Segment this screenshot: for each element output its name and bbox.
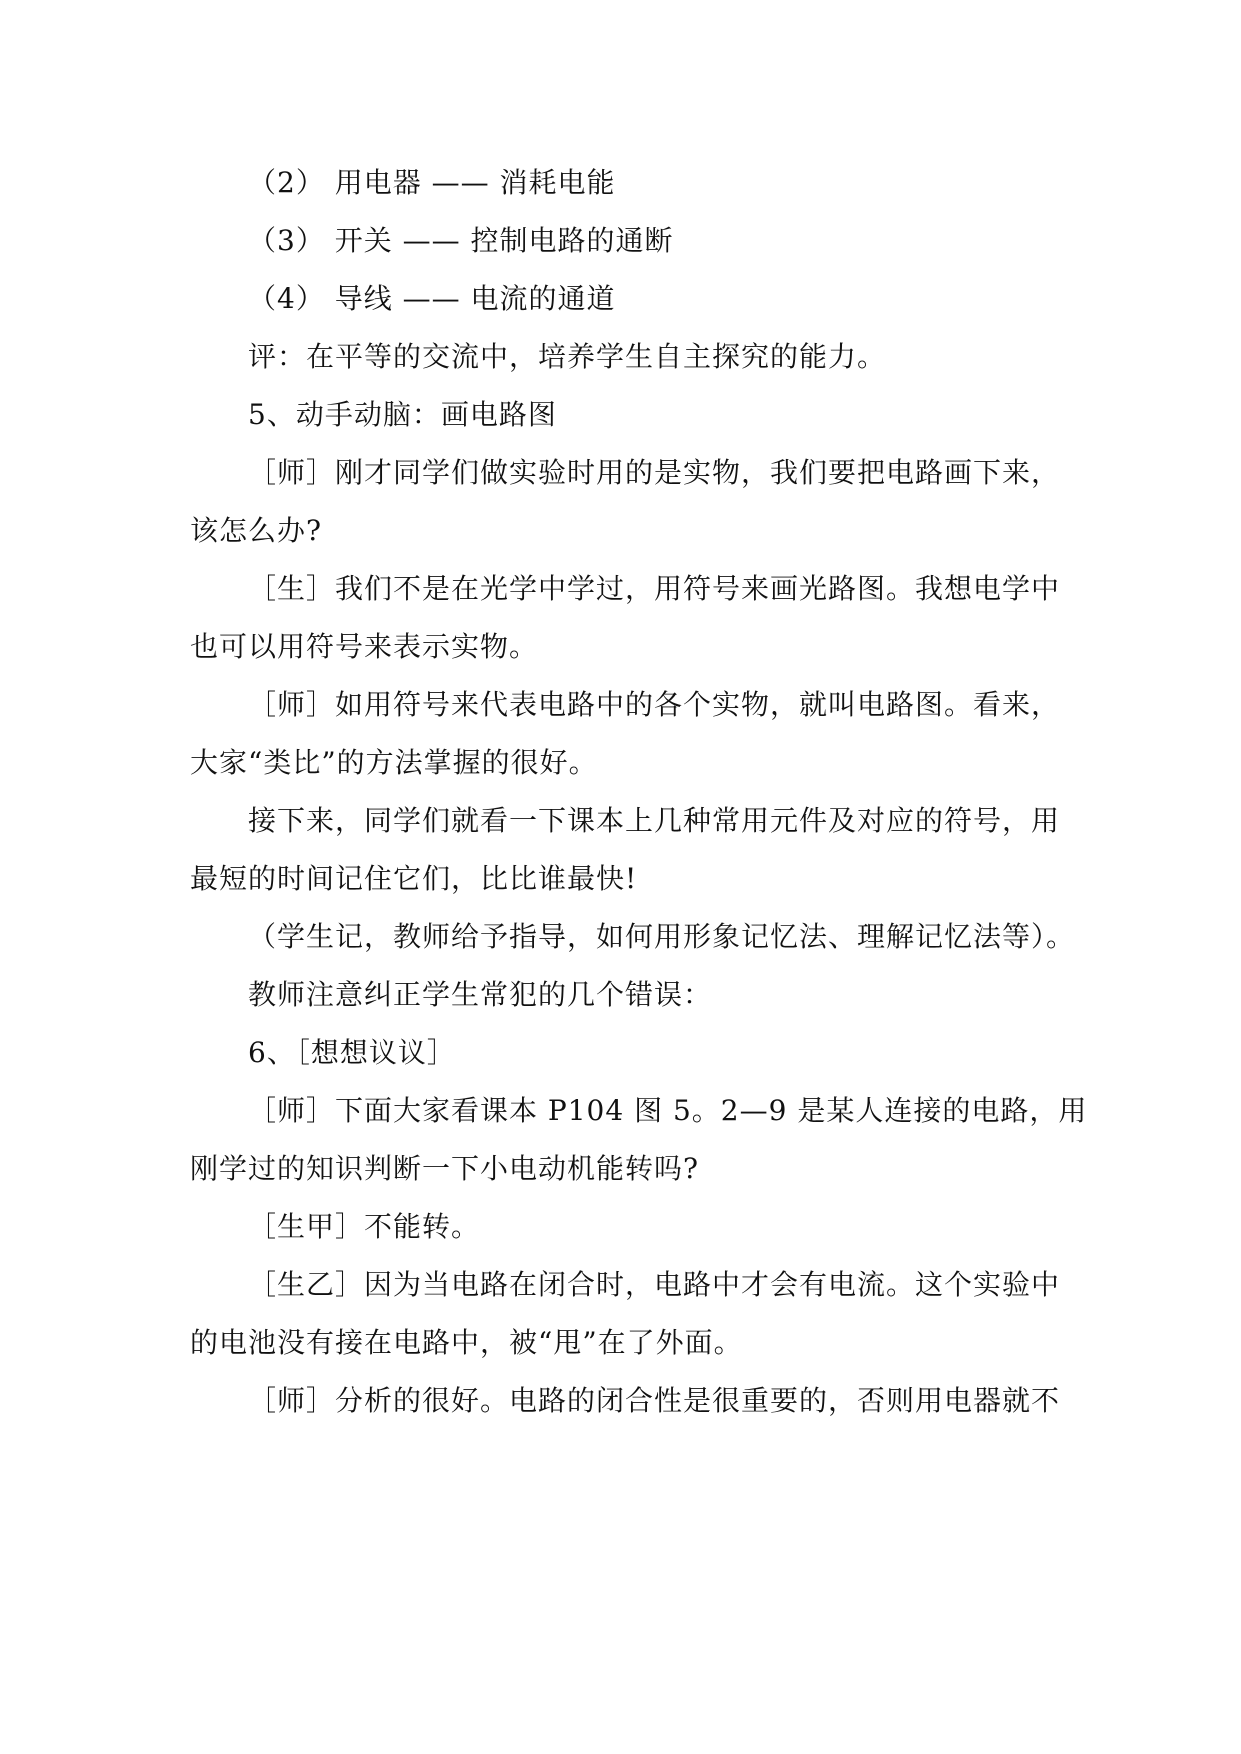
paragraph-line: 该怎么办?	[190, 514, 323, 547]
paragraph-line: ［师］如用符号来代表电路中的各个实物，就叫电路图。看来，	[248, 688, 1061, 721]
paragraph-line: 接下来，同学们就看一下课本上几种常用元件及对应的符号，用	[248, 804, 1061, 837]
paragraph-line: ［师］刚才同学们做实验时用的是实物，我们要把电路画下来，	[248, 456, 1061, 489]
paragraph-line: ［师］下面大家看课本 P104 图 5。2—9 是某人连接的电路，用	[248, 1094, 1088, 1127]
paragraph-line: 教师注意纠正学生常犯的几个错误：	[248, 978, 713, 1011]
section-heading-5: 5、动手动脑：画电路图	[248, 398, 557, 431]
paragraph-line: 的电池没有接在电路中，被“甩”在了外面。	[190, 1326, 743, 1359]
paragraph-line: （学生记，教师给予指导，如何用形象记忆法、理解记忆法等）。	[248, 920, 1076, 953]
paragraph-line: 大家“类比”的方法掌握的很好。	[190, 746, 598, 779]
list-item-appliance: （2） 用电器 —— 消耗电能	[248, 166, 616, 199]
paragraph-line: ［生］我们不是在光学中学过，用符号来画光路图。我想电学中	[248, 572, 1061, 605]
paragraph-line: ［生乙］因为当电路在闭合时，电路中才会有电流。这个实验中	[248, 1268, 1061, 1301]
paragraph-line: ［生甲］不能转。	[248, 1210, 481, 1243]
paragraph-line: 刚学过的知识判断一下小电动机能转吗?	[190, 1152, 700, 1185]
list-item-wire: （4） 导线 —— 电流的通道	[248, 282, 616, 315]
comment-paragraph: 评：在平等的交流中，培养学生自主探究的能力。	[248, 340, 887, 373]
section-heading-6: 6、［想想议议］	[248, 1036, 456, 1069]
paragraph-line: ［师］分析的很好。电路的闭合性是很重要的，否则用电器就不	[248, 1384, 1061, 1417]
paragraph-line: 也可以用符号来表示实物。	[190, 630, 539, 663]
paragraph-line: 最短的时间记住它们，比比谁最快!	[190, 862, 638, 895]
list-item-switch: （3） 开关 —— 控制电路的通断	[248, 224, 674, 257]
